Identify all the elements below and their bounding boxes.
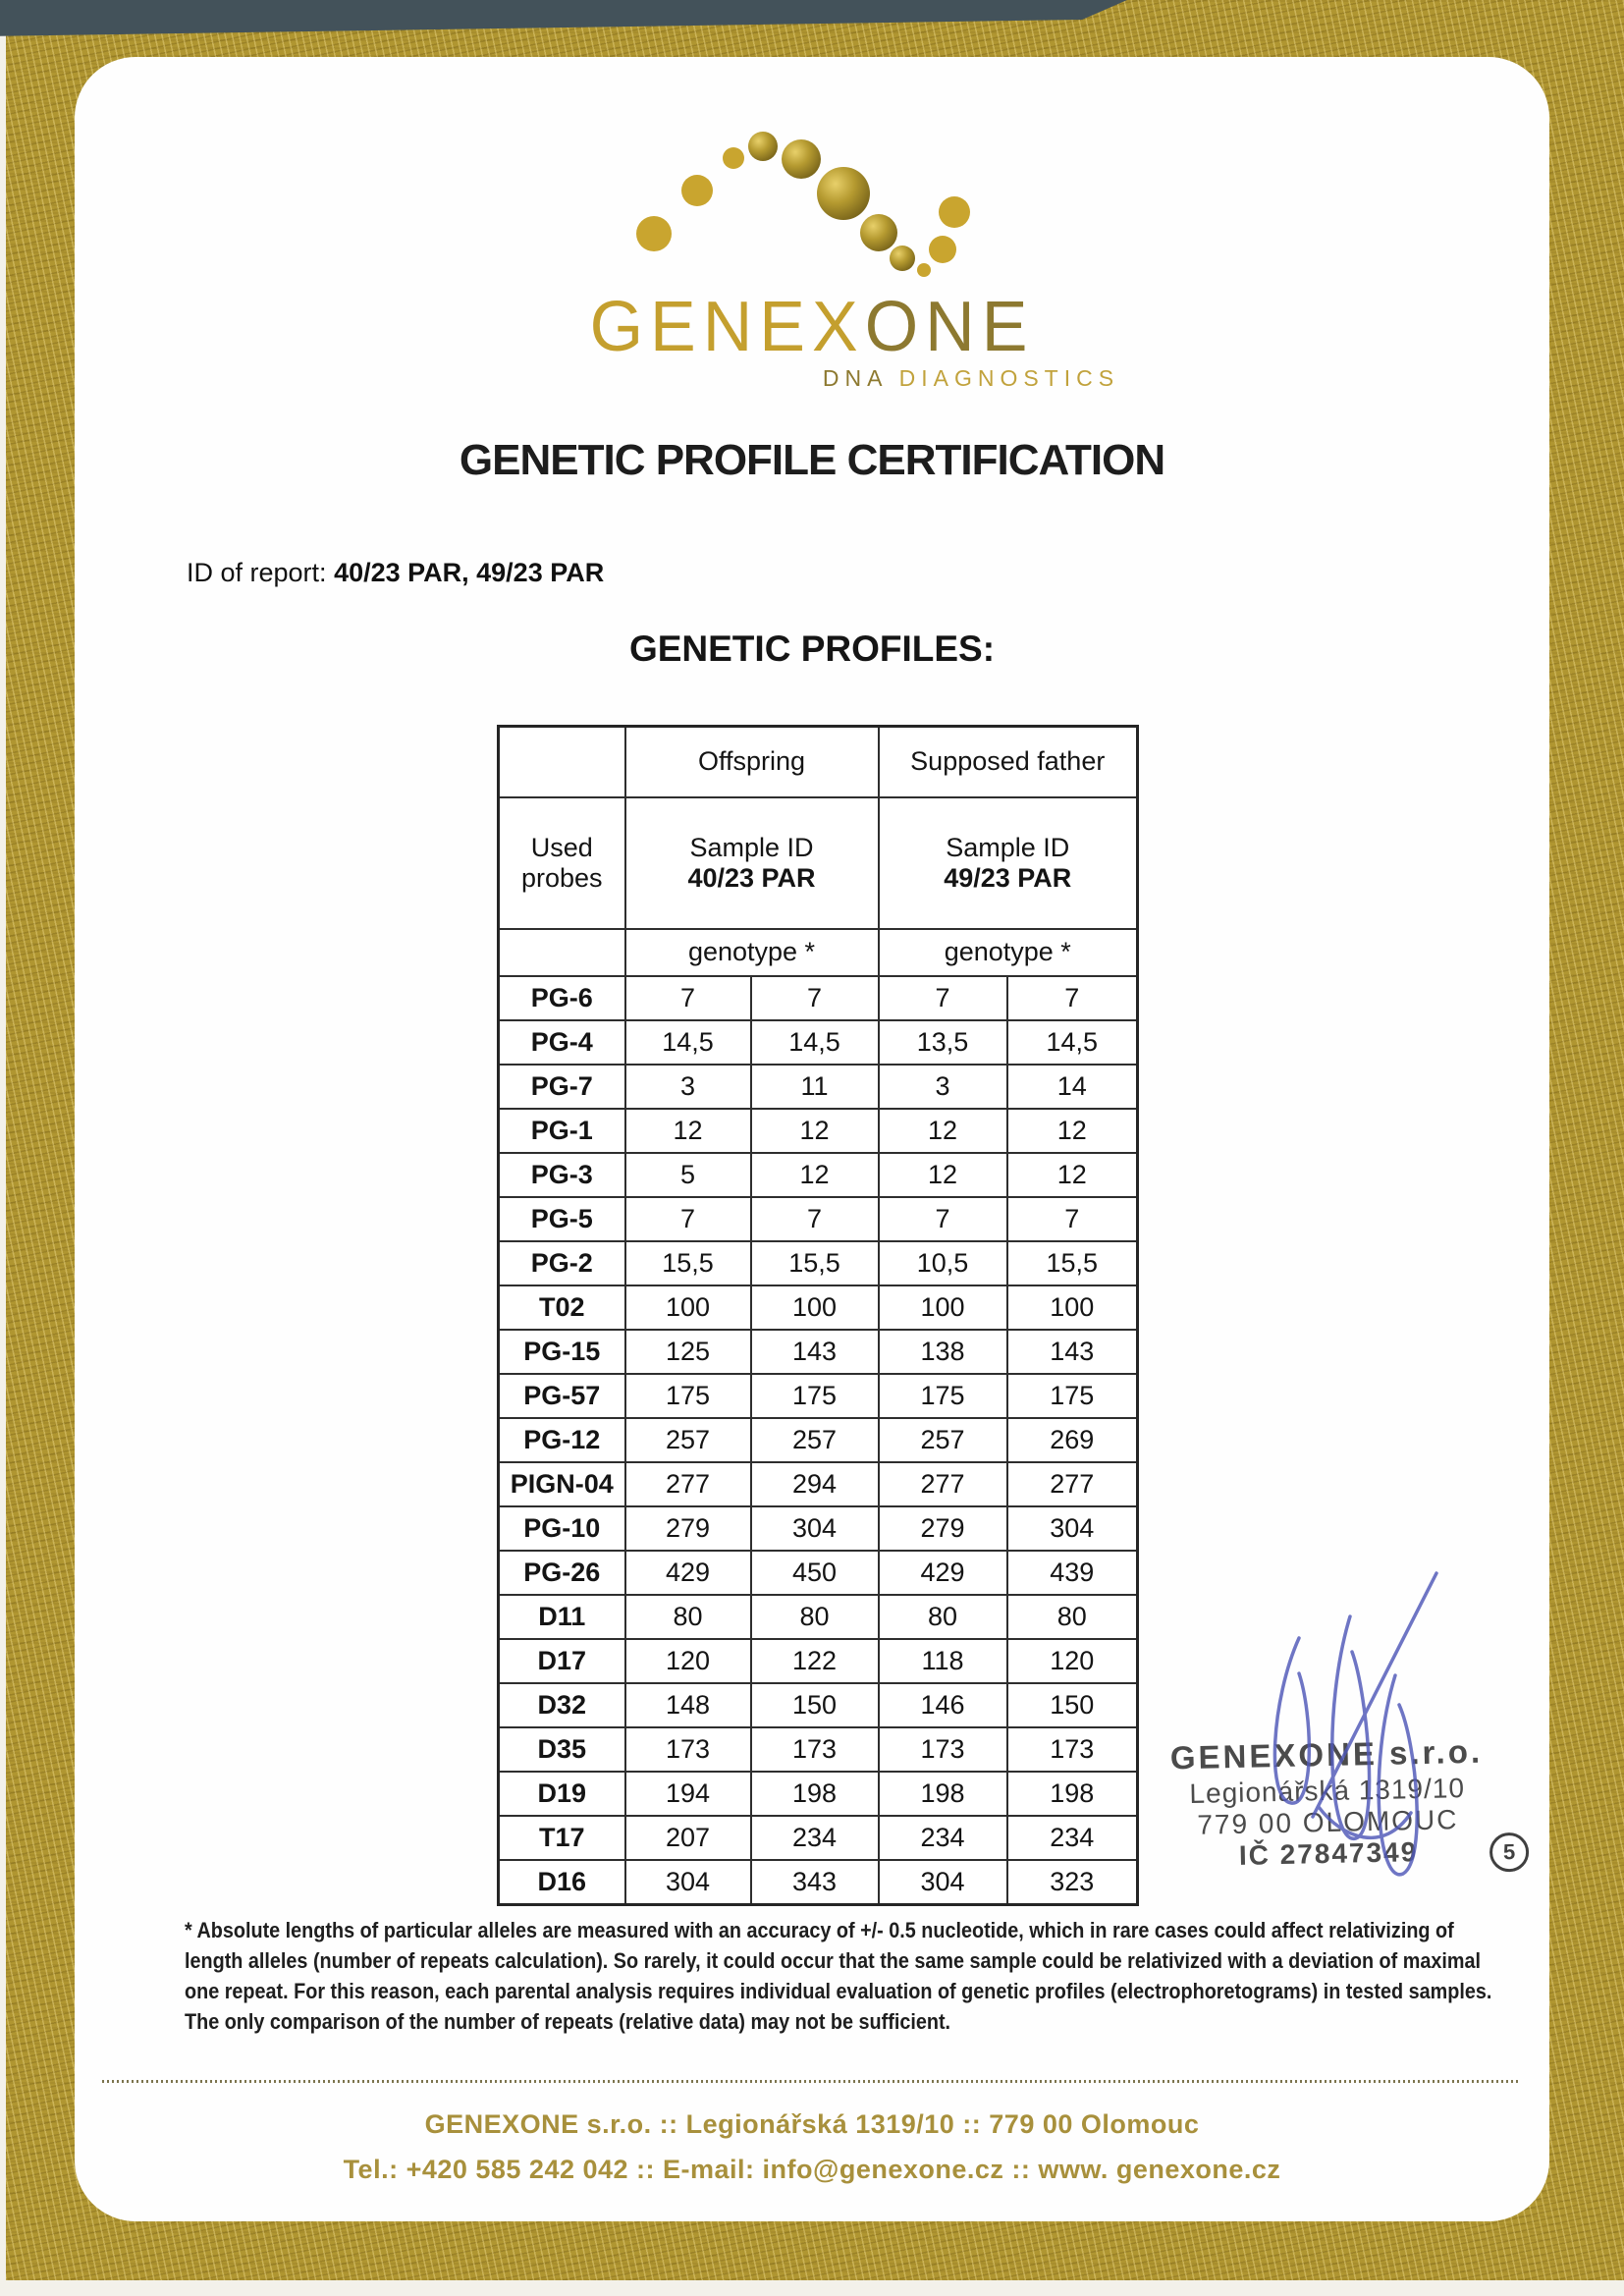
genotype-value-cell: 294 — [751, 1462, 879, 1506]
genotype-value-cell: 15,5 — [751, 1241, 879, 1285]
footnote-line: one repeat. For this reason, each parental analysis requires individual evaluation of genetic profiles (electrophoretograms) in tested samples. — [185, 1979, 1492, 2003]
genotype-value-cell: 277 — [879, 1462, 1007, 1506]
genotype-value-cell: 14,5 — [625, 1020, 751, 1065]
genotype-value-cell: 15,5 — [1007, 1241, 1138, 1285]
genotype-value-cell: 100 — [751, 1285, 879, 1330]
genotype-header-row — [499, 929, 1138, 976]
genotype-value-cell: 143 — [1007, 1330, 1138, 1374]
logo-dot — [890, 246, 915, 271]
brand-subtitle-diagnostics: DIAGNOSTICS — [898, 365, 1120, 391]
brand-primary: GENEX — [589, 286, 865, 366]
footer-contact — [0, 2102, 1624, 2192]
table-row — [499, 1020, 1138, 1065]
genotype-value-cell: 7 — [879, 976, 1007, 1020]
brand-subtitle — [159, 365, 1624, 392]
logo-dot — [860, 214, 897, 251]
genotype-value-cell: 304 — [879, 1860, 1007, 1905]
dna-dots-icon — [636, 110, 970, 301]
genotype-value-cell: 304 — [751, 1506, 879, 1551]
genotype-value-cell: 7 — [625, 1197, 751, 1241]
probe-name-cell: D19 — [499, 1772, 625, 1816]
probe-name-cell: PG-3 — [499, 1153, 625, 1197]
sample-id-cell-father — [879, 797, 1138, 929]
genotype-value-cell: 100 — [879, 1285, 1007, 1330]
logo-dot — [636, 216, 672, 251]
genotype-value-cell: 15,5 — [625, 1241, 751, 1285]
sample-id-value: 40/23 PAR — [687, 863, 816, 893]
genotype-value-cell: 138 — [879, 1330, 1007, 1374]
genotype-value-cell: 146 — [879, 1683, 1007, 1727]
dotted-separator — [102, 2080, 1520, 2083]
report-id-label: ID of report: — [187, 558, 327, 587]
genetic-profiles-table — [497, 725, 1139, 1906]
genotype-value-cell: 257 — [625, 1418, 751, 1462]
probe-name-cell: PG-10 — [499, 1506, 625, 1551]
genotype-value-cell: 175 — [625, 1374, 751, 1418]
genotype-value-cell: 3 — [879, 1065, 1007, 1109]
table-row — [499, 1418, 1138, 1462]
table-row — [499, 1639, 1138, 1683]
genotype-value-cell: 175 — [879, 1374, 1007, 1418]
table-row — [499, 1109, 1138, 1153]
genotype-value-cell: 14,5 — [1007, 1020, 1138, 1065]
genotype-value-cell: 5 — [625, 1153, 751, 1197]
table-row — [499, 1285, 1138, 1330]
supposed-father-header-cell: Supposed father — [879, 727, 1138, 798]
genotype-value-cell: 173 — [879, 1727, 1007, 1772]
stamp-company: GENEXONE s.r.o. — [1169, 1732, 1484, 1777]
table-row — [499, 1153, 1138, 1197]
footnote-line: The only comparison of the number of repeats (relative data) may not be sufficient. — [185, 2009, 951, 2034]
genotype-value-cell: 257 — [751, 1418, 879, 1462]
table-row — [499, 1595, 1138, 1639]
genotype-value-cell: 198 — [1007, 1772, 1138, 1816]
genotype-value-cell: 3 — [625, 1065, 751, 1109]
probe-name-cell: PG-26 — [499, 1551, 625, 1595]
empty-header-cell — [499, 727, 625, 798]
logo-dot — [917, 263, 931, 277]
genotype-value-cell: 150 — [751, 1683, 879, 1727]
footnote-line: * Absolute lengths of particular alleles are measured with an accuracy of +/- 0.5 nucleotide, which in rare cases could affect relativizing of — [185, 1918, 1454, 1942]
genotype-value-cell: 12 — [1007, 1153, 1138, 1197]
sample-id-row — [499, 797, 1138, 929]
table-row — [499, 1330, 1138, 1374]
table-row — [499, 1506, 1138, 1551]
genotype-value-cell: 279 — [625, 1506, 751, 1551]
sample-id-value: 49/23 PAR — [944, 863, 1072, 893]
offspring-header-cell: Offspring — [625, 727, 879, 798]
genotype-value-cell: 7 — [1007, 976, 1138, 1020]
genotype-value-cell: 12 — [751, 1153, 879, 1197]
genotype-value-cell: 12 — [879, 1153, 1007, 1197]
logo-dot — [681, 175, 713, 206]
genotype-value-cell: 173 — [751, 1727, 879, 1772]
genotype-value-cell: 234 — [1007, 1816, 1138, 1860]
profiles-table-body — [499, 976, 1138, 1905]
genotype-value-cell: 100 — [625, 1285, 751, 1330]
probe-name-cell: PG-2 — [499, 1241, 625, 1285]
genotype-value-cell: 80 — [1007, 1595, 1138, 1639]
logo-dot — [929, 236, 956, 263]
genotype-value-cell: 429 — [625, 1551, 751, 1595]
genotype-value-cell: 150 — [1007, 1683, 1138, 1727]
logo-dot — [939, 196, 970, 228]
genotype-value-cell: 7 — [751, 976, 879, 1020]
brand-secondary: ONE — [864, 286, 1035, 366]
sample-id-cell-offspring — [625, 797, 879, 929]
logo-dot — [748, 132, 778, 161]
genotype-value-cell: 7 — [751, 1197, 879, 1241]
genotype-value-cell: 257 — [879, 1418, 1007, 1462]
probe-name-cell: D16 — [499, 1860, 625, 1905]
genotype-value-cell: 304 — [1007, 1506, 1138, 1551]
genotype-value-cell: 12 — [879, 1109, 1007, 1153]
footnote — [185, 1915, 1492, 2037]
genotype-value-cell: 323 — [1007, 1860, 1138, 1905]
genotype-value-cell: 11 — [751, 1065, 879, 1109]
genotype-header-cell: genotype * — [625, 929, 879, 976]
genotype-value-cell: 12 — [1007, 1109, 1138, 1153]
table-row — [499, 1065, 1138, 1109]
logo-dot — [723, 147, 744, 169]
probe-name-cell: PG-15 — [499, 1330, 625, 1374]
table-row — [499, 976, 1138, 1020]
probe-name-cell: D35 — [499, 1727, 625, 1772]
genotype-value-cell: 450 — [751, 1551, 879, 1595]
probe-name-cell: PG-12 — [499, 1418, 625, 1462]
probe-name-cell: T02 — [499, 1285, 625, 1330]
sample-id-label: Sample ID — [689, 832, 814, 862]
genotype-value-cell: 173 — [1007, 1727, 1138, 1772]
genotype-value-cell: 12 — [751, 1109, 879, 1153]
genotype-value-cell: 173 — [625, 1727, 751, 1772]
genotype-value-cell: 120 — [625, 1639, 751, 1683]
genotype-value-cell: 12 — [625, 1109, 751, 1153]
genotype-value-cell: 148 — [625, 1683, 751, 1727]
logo-dot — [817, 167, 870, 220]
probe-name-cell: D11 — [499, 1595, 625, 1639]
genotype-value-cell: 118 — [879, 1639, 1007, 1683]
table-row — [499, 1197, 1138, 1241]
stamp-street: Legionářská 1319/10 — [1189, 1773, 1466, 1809]
genotype-value-cell: 269 — [1007, 1418, 1138, 1462]
report-id-line — [187, 558, 604, 588]
genotype-value-cell: 304 — [625, 1860, 751, 1905]
genotype-value-cell: 14,5 — [751, 1020, 879, 1065]
probe-name-cell: D32 — [499, 1683, 625, 1727]
group-header-row — [499, 727, 1138, 798]
stamp-city: 779 00 OLOMOUC — [1197, 1804, 1459, 1840]
genotype-value-cell: 13,5 — [879, 1020, 1007, 1065]
genotype-value-cell: 100 — [1007, 1285, 1138, 1330]
probe-name-cell: PG-6 — [499, 976, 625, 1020]
table-row — [499, 1551, 1138, 1595]
brand-subtitle-dna: DNA — [822, 365, 888, 391]
logo-dot — [782, 139, 821, 179]
section-heading: GENETIC PROFILES: — [628, 629, 996, 669]
table-row — [499, 1683, 1138, 1727]
genotype-value-cell: 80 — [751, 1595, 879, 1639]
probe-name-cell: PG-5 — [499, 1197, 625, 1241]
genotype-value-cell: 80 — [625, 1595, 751, 1639]
genotype-value-cell: 125 — [625, 1330, 751, 1374]
genotype-value-cell: 234 — [879, 1816, 1007, 1860]
genotype-value-cell: 439 — [1007, 1551, 1138, 1595]
table-row — [499, 1772, 1138, 1816]
genotype-value-cell: 277 — [625, 1462, 751, 1506]
probe-name-cell: PG-4 — [499, 1020, 625, 1065]
table-row — [499, 1241, 1138, 1285]
page-title: GENETIC PROFILE CERTIFICATION — [459, 436, 1165, 484]
footer-phone-line: Tel.: +420 585 242 042 :: E-mail: info@genexone.cz :: www. genexone.cz — [343, 2155, 1281, 2184]
genotype-value-cell: 234 — [751, 1816, 879, 1860]
sample-id-label: Sample ID — [946, 832, 1070, 862]
footnote-line: length alleles (number of repeats calculation). So rarely, it could occur that the same sample could be relativized with a deviation of maximal — [185, 1948, 1481, 1973]
table-row — [499, 1860, 1138, 1905]
genotype-value-cell: 122 — [751, 1639, 879, 1683]
genotype-header-cell: genotype * — [879, 929, 1138, 976]
used-probes-header-cell: Used probes — [499, 797, 625, 929]
genotype-value-cell: 175 — [751, 1374, 879, 1418]
probe-name-cell: PG-1 — [499, 1109, 625, 1153]
genotype-value-cell: 277 — [1007, 1462, 1138, 1506]
genotype-value-cell: 120 — [1007, 1639, 1138, 1683]
stamp-badge-number: 5 — [1489, 1832, 1530, 1873]
genotype-value-cell: 14 — [1007, 1065, 1138, 1109]
company-stamp — [1130, 1732, 1526, 1874]
genotype-value-cell: 143 — [751, 1330, 879, 1374]
genotype-value-cell: 10,5 — [879, 1241, 1007, 1285]
genotype-value-cell: 207 — [625, 1816, 751, 1860]
genotype-value-cell: 198 — [751, 1772, 879, 1816]
genotype-value-cell: 80 — [879, 1595, 1007, 1639]
genotype-value-cell: 279 — [879, 1506, 1007, 1551]
genotype-value-cell: 198 — [879, 1772, 1007, 1816]
empty-header-cell — [499, 929, 625, 976]
genotype-value-cell: 429 — [879, 1551, 1007, 1595]
genotype-value-cell: 7 — [879, 1197, 1007, 1241]
genotype-value-cell: 7 — [625, 976, 751, 1020]
table-row — [499, 1462, 1138, 1506]
genotype-value-cell: 343 — [751, 1860, 879, 1905]
brand-wordmark — [0, 285, 1624, 366]
stamp-reg-number: IČ 27847349 — [1238, 1836, 1419, 1871]
genotype-value-cell: 7 — [1007, 1197, 1138, 1241]
probe-name-cell: PG-57 — [499, 1374, 625, 1418]
genotype-value-cell: 194 — [625, 1772, 751, 1816]
table-row — [499, 1727, 1138, 1772]
table-row — [499, 1374, 1138, 1418]
probe-name-cell: PIGN-04 — [499, 1462, 625, 1506]
table-row — [499, 1816, 1138, 1860]
genotype-value-cell: 175 — [1007, 1374, 1138, 1418]
probe-name-cell: T17 — [499, 1816, 625, 1860]
report-id-value: 40/23 PAR, 49/23 PAR — [334, 558, 605, 587]
footer-address-line: GENEXONE s.r.o. :: Legionářská 1319/10 :: 779 00 Olomouc — [424, 2109, 1200, 2139]
probe-name-cell: PG-7 — [499, 1065, 625, 1109]
probe-name-cell: D17 — [499, 1639, 625, 1683]
